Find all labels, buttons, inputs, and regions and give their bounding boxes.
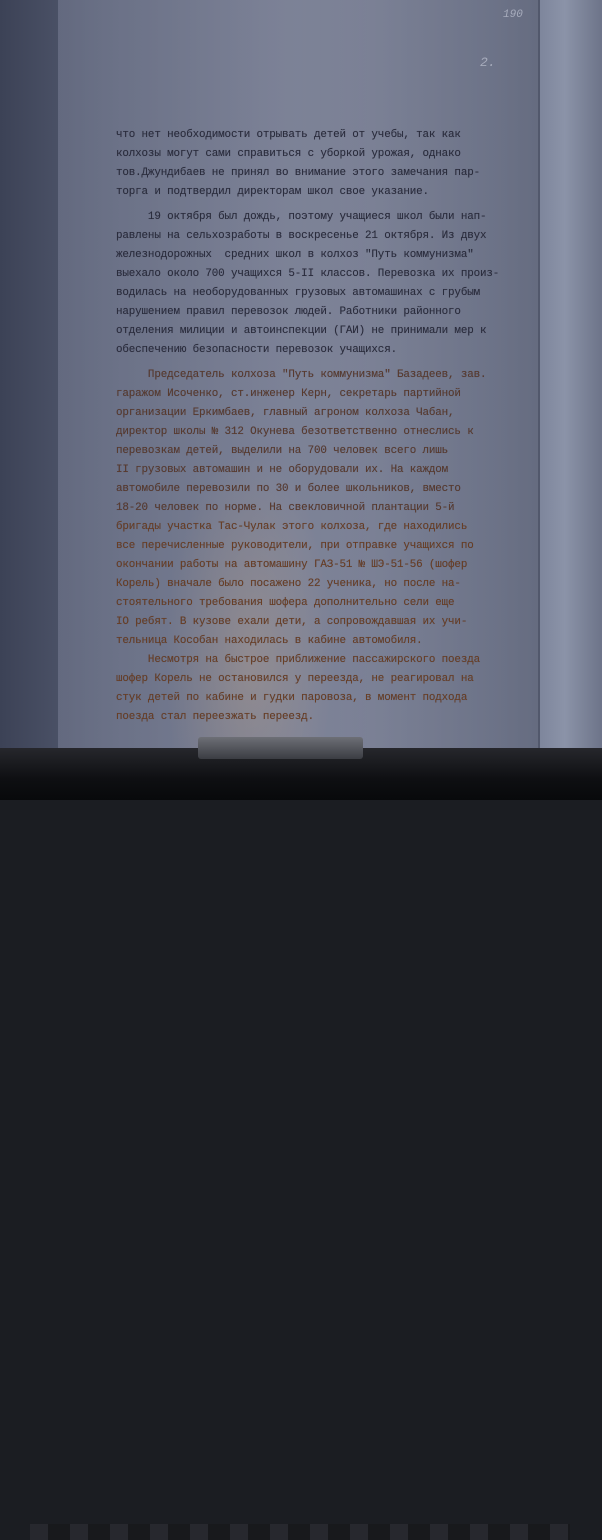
film-clip [198,737,363,759]
film-edge [540,0,602,752]
text-line: стук детей по кабине и гудки паровоза, в момент подхода [116,692,468,704]
text-line: торга и подтвердил директорам школ свое указание. [116,186,429,198]
text-line: окончании работы на автомашину ГАЗ-51 № ШЭ-51-56 (шофер [116,559,468,571]
text-line: поезда стал переезжать переезд. [116,711,314,723]
text-line: бригады участка Тас-Чулак этого колхоза, где находились [116,521,468,533]
text-line: железнодорожных средних школ в колхоз "Путь коммунизма" [116,249,474,261]
viewer-hardware [30,1524,570,1540]
text-line: Председатель колхоза "Путь коммунизма" Базадеев, зав. [116,369,487,381]
text-line: организации Еркимбаев, главный агроном колхоза Чабан, [116,407,455,419]
page-number: 2. [480,55,496,70]
text-line: перевозкам детей, выделили на 700 человек всего лишь [116,445,449,457]
text-line: равлены на сельхозработы в воскресенье 21 октября. Из двух [116,230,487,242]
text-line: директор школы № 312 Окунева безответственно отнеслись к [116,426,474,438]
text-line: нарушением правил перевозок людей. Работники районного [116,306,461,318]
text-line: 18-20 человек по норме. На свекловичной плантации 5-й [116,502,455,514]
text-line: колхозы могут сами справиться с уборкой урожая, однако [116,148,461,160]
text-line: тов.Джундибаев не принял во внимание этого замечания пар- [116,167,480,179]
typed-text-block [116,126,500,727]
text-line: II грузовых автомашин и не оборудовали их. На каждом [116,464,449,476]
text-line: шофер Корель не остановился у переезда, не реагировал на [116,673,474,685]
text-line: водилась на необорудованных грузовых автомашинах с грубым [116,287,480,299]
text-line: тельница Кособан находилась в кабине автомобиля. [116,635,423,647]
text-line: выехало около 700 учащихся 5-II классов. Перевозка их произ- [116,268,500,280]
text-line: отделения милиции и автоинспекции (ГАИ) не принимали мер к [116,325,487,337]
text-line: что нет необходимости отрывать детей от учебы, так как [116,129,461,141]
text-line: стоятельного требования шофера дополнительно сели еще [116,597,455,609]
text-line: все перечисленные руководители, при отправке учащихся по [116,540,474,552]
text-line: обеспечению безопасности перевозок учащихся. [116,344,397,356]
text-line: автомобиле перевозили по 30 и более школьников, вместо [116,483,461,495]
archive-sheet-number: 190 [503,9,523,21]
text-line: гаражом Исоченко, ст.инженер Керн, секретарь партийной [116,388,461,400]
text-line: 19 октября был дождь, поэтому учащиеся школ были нап- [116,211,487,223]
text-line: Корель) вначале было посажено 22 ученика, но после на- [116,578,461,590]
viewer-screen [0,0,602,752]
text-line: IO ребят. В кузове ехали дети, а сопровождавшая их учи- [116,616,468,628]
text-line: Несмотря на быстрое приближение пассажирского поезда [116,654,480,666]
